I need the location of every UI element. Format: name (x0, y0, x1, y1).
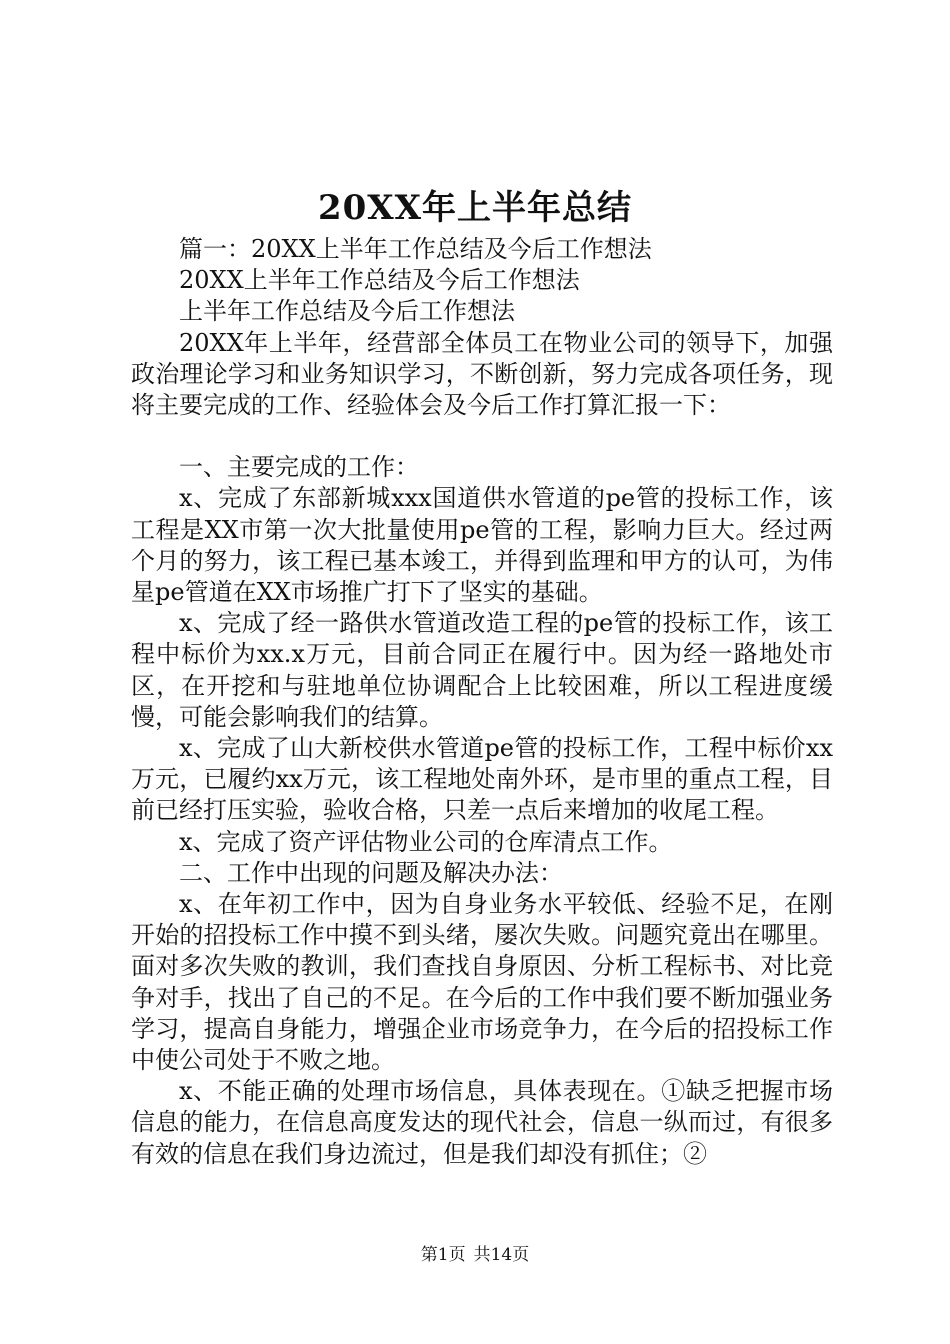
page-number: 第1页 (420, 1245, 466, 1265)
paragraph-problem-2: x、不能正确的处理市场信息，具体表现在。①缺乏把握市场信息的能力，在信息高度发达的现代社会，信息一纵而过，有很多有效的信息在我们身边流过，但是我们却没有抓住；② (131, 1077, 833, 1168)
paragraph-subtitle: 20XX上半年工作总结及今后工作想法 (179, 266, 580, 295)
document-body (131, 234, 833, 1170)
paragraph-work-item-1: x、完成了东部新城xxx国道供水管道的pe管的投标工作，该工程是XX市第一次大批量使用pe管的工程，影响力巨大。经过两个月的努力，该工程已基本竣工，并得到监理和甲方的认可，为伟星pe管道在XX市场推广打下了坚实的基础。 (131, 484, 833, 607)
page-title: 20XX年上半年总结 (317, 188, 633, 228)
paragraph-heading-part-one: 篇一：20XX上半年工作总结及今后工作想法 (179, 235, 652, 263)
total-pages: 共14页 (473, 1245, 530, 1265)
paragraph-problem-1: x、在年初工作中，因为自身业务水平较低、经验不足，在刚开始的招投标工作中摸不到头绪，屡次失败。问题究竟出在哪里。面对多次失败的教训，我们查找自身原因、分析工程标书、对比竞争对手，找出了自己的不足。在今后的工作中我们要不断加强业务学习，提高自身能力，增强企业市场竞争力，在今后的招投标工作中使公司处于不败之地。 (131, 890, 833, 1075)
paragraph-subtitle-short: 上半年工作总结及今后工作想法 (179, 297, 515, 326)
section-heading-problems: 二、工作中出现的问题及解决办法： (179, 858, 563, 887)
paragraph-work-item-2: x、完成了经一路供水管道改造工程的pe管的投标工作，该工程中标价为xx.x万元，目前合同正在履行中。因为经一路地处市区，在开挖和与驻地单位协调配合上比较困难，所以工程进度缓慢，可能会影响我们的结算。 (131, 609, 833, 731)
page-footer (0, 1243, 950, 1267)
section-heading-main-work: 一、主要完成的工作： (179, 453, 419, 482)
paragraph-work-item-4: x、完成了资产评估物业公司的仓库清点工作。 (179, 827, 673, 856)
paragraph-work-item-3: x、完成了山大新校供水管道pe管的投标工作，工程中标价xx万元，已履约xx万元，该工程地处南外环，是市里的重点工程，目前已经打压实验，验收合格，只差一点后来增加的收尾工程。 (131, 734, 833, 825)
paragraph-intro: 20XX年上半年，经营部全体员工在物业公司的领导下，加强政治理论学习和业务知识学习，不断创新，努力完成各项任务，现将主要完成的工作、经验体会及今后工作打算汇报一下： (131, 328, 833, 420)
